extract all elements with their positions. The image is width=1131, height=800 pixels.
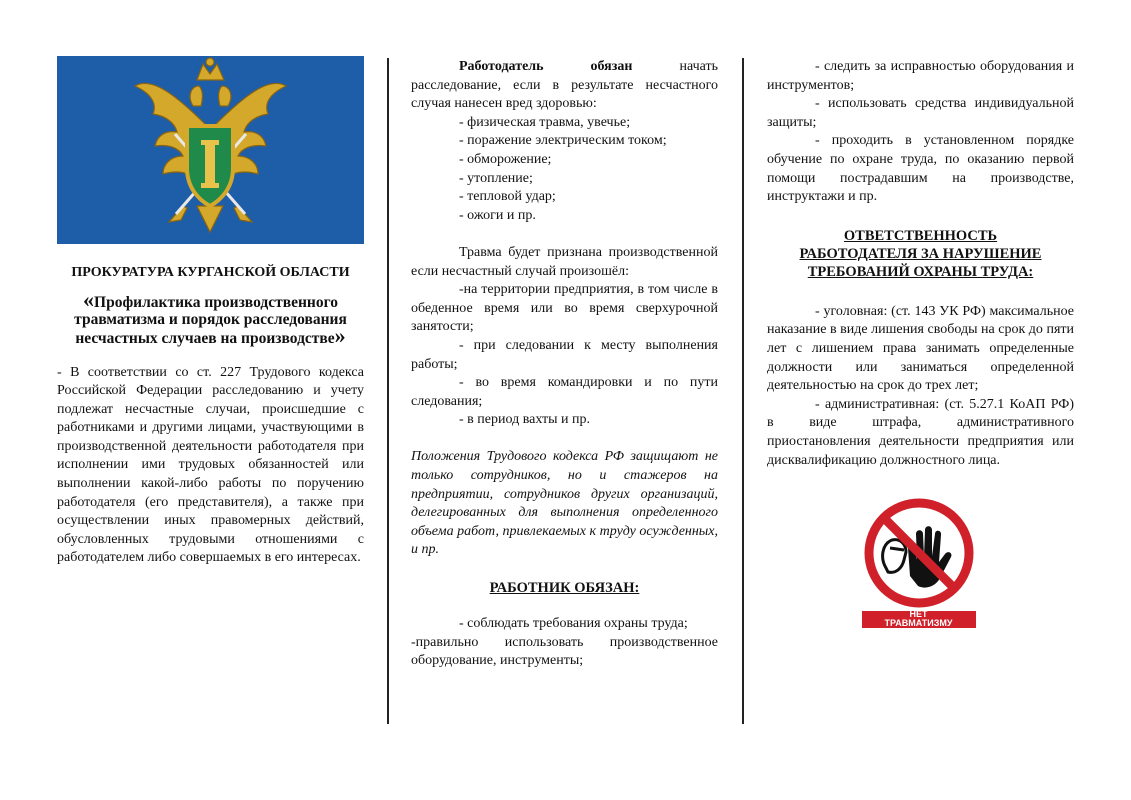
no-injury-sign [860,498,978,628]
place-item: - в период вахты и пр. [459,412,590,428]
place-item: - при следовании к месту выполнения работы; [411,337,718,372]
harm-item: - ожоги и пр. [459,207,536,223]
harm-item: - физическая травма, увечье; [459,114,631,130]
sign-label-line1: НЕТ [909,609,928,620]
intro-paragraph: - В соответствии со ст. 227 Трудового кодекса Российской Федерации расследованию и учету подлежат несчастные случаи, происшедшие с работниками и другими лицами, участвующими в производственной деятельности работодателя при исполнении ими трудовых обязанностей или выполнении какой-либо работы по поручению работодателя (его представителя), а также при осуществлении иных правомерных действий, обусловленных трудовыми отношениями с работодателем либо совершаемых в его интересах. [57,364,364,566]
worker-duty-item: - следить за исправностью оборудования и инструментов; [767,59,1074,93]
sign-label-line2: ТРАВМАТИЗМУ [884,618,953,629]
column-middle [411,58,718,671]
column-divider-1 [387,58,389,724]
harm-item: - утопление; [459,170,533,186]
employer-obligation-bold: Работодатель обязан [459,59,633,74]
prosecutor-emblem-image [57,56,364,244]
penalty-item: - административная: (ст. 5.27.1 КоАП РФ) в виде штрафа, административного приостановления деятельности предприятия или дисквалификацию должностного лица. [767,396,1074,468]
organization-name: ПРОКУРАТУРА КУРГАНСКОЙ ОБЛАСТИ [71,265,350,280]
column-left [57,56,364,568]
harm-item: - обморожение; [459,151,552,167]
leaflet-title [57,287,364,348]
harm-item: - поражение электрическим током; [459,133,667,149]
employer-obligation-text: начать расследование, если в результате несчастного случая нанесен вред здоровью: [411,59,718,112]
harm-item: - тепловой удар; [459,189,556,205]
title-text: Профилактика производственного травматизма и порядок расследования несчастных случаев на производстве [74,294,347,347]
worker-duty-item: - использовать средства индивидуальной защиты; [767,96,1074,130]
column-right [767,58,1074,628]
column-divider-2 [742,58,744,724]
responsibility-heading-line: ТРЕБОВАНИЙ ОХРАНЫ ТРУДА: [807,263,1034,280]
employer-obligation-paragraph [411,58,718,114]
worker-duty-item: -правильно использовать производственное оборудование, инструменты; [411,634,718,669]
responsibility-heading-line: ОТВЕТСТВЕННОСТЬ [843,227,998,244]
responsibility-heading-line: РАБОТОДАТЕЛЯ ЗА НАРУШЕНИЕ [799,245,1042,262]
injury-recognition-paragraph: Травма будет признана производственной если несчастный случай произошёл: [411,244,718,279]
worker-duty-item: - соблюдать требования охраны труда; [459,616,688,632]
worker-duty-item: - проходить в установленном порядке обучение по охране труда, по оказанию первой помощи пострадавшим на производстве, инструктажи и пр. [767,133,1074,205]
place-item: - во время командировки и по пути следования; [411,375,718,409]
labor-code-note: Положения Трудового кодекса РФ защищают не только сотрудников, но и стажеров на предприятии, сотрудников других организаций, делегированных для выполнения определенного объема работ, привлекаемых к труду осужденных, и пр. [411,449,718,558]
place-item: -на территории предприятия, в том числе в обеденное время или во время сверхурочной занятости; [411,282,718,335]
sign-label [862,610,976,628]
close-quote: » [334,323,346,348]
worker-obligations-heading: РАБОТНИК ОБЯЗАН: [489,579,640,596]
penalty-item: - уголовная: (ст. 143 УК РФ) максимальное наказание в виде лишения свободы на срок до пяти лет с лишением права занимать определенные должности или заниматься определенной деятельностью на срок до трех лет; [767,303,1074,394]
double-headed-eagle-emblem-icon [57,56,364,244]
open-quote: « [83,287,95,312]
